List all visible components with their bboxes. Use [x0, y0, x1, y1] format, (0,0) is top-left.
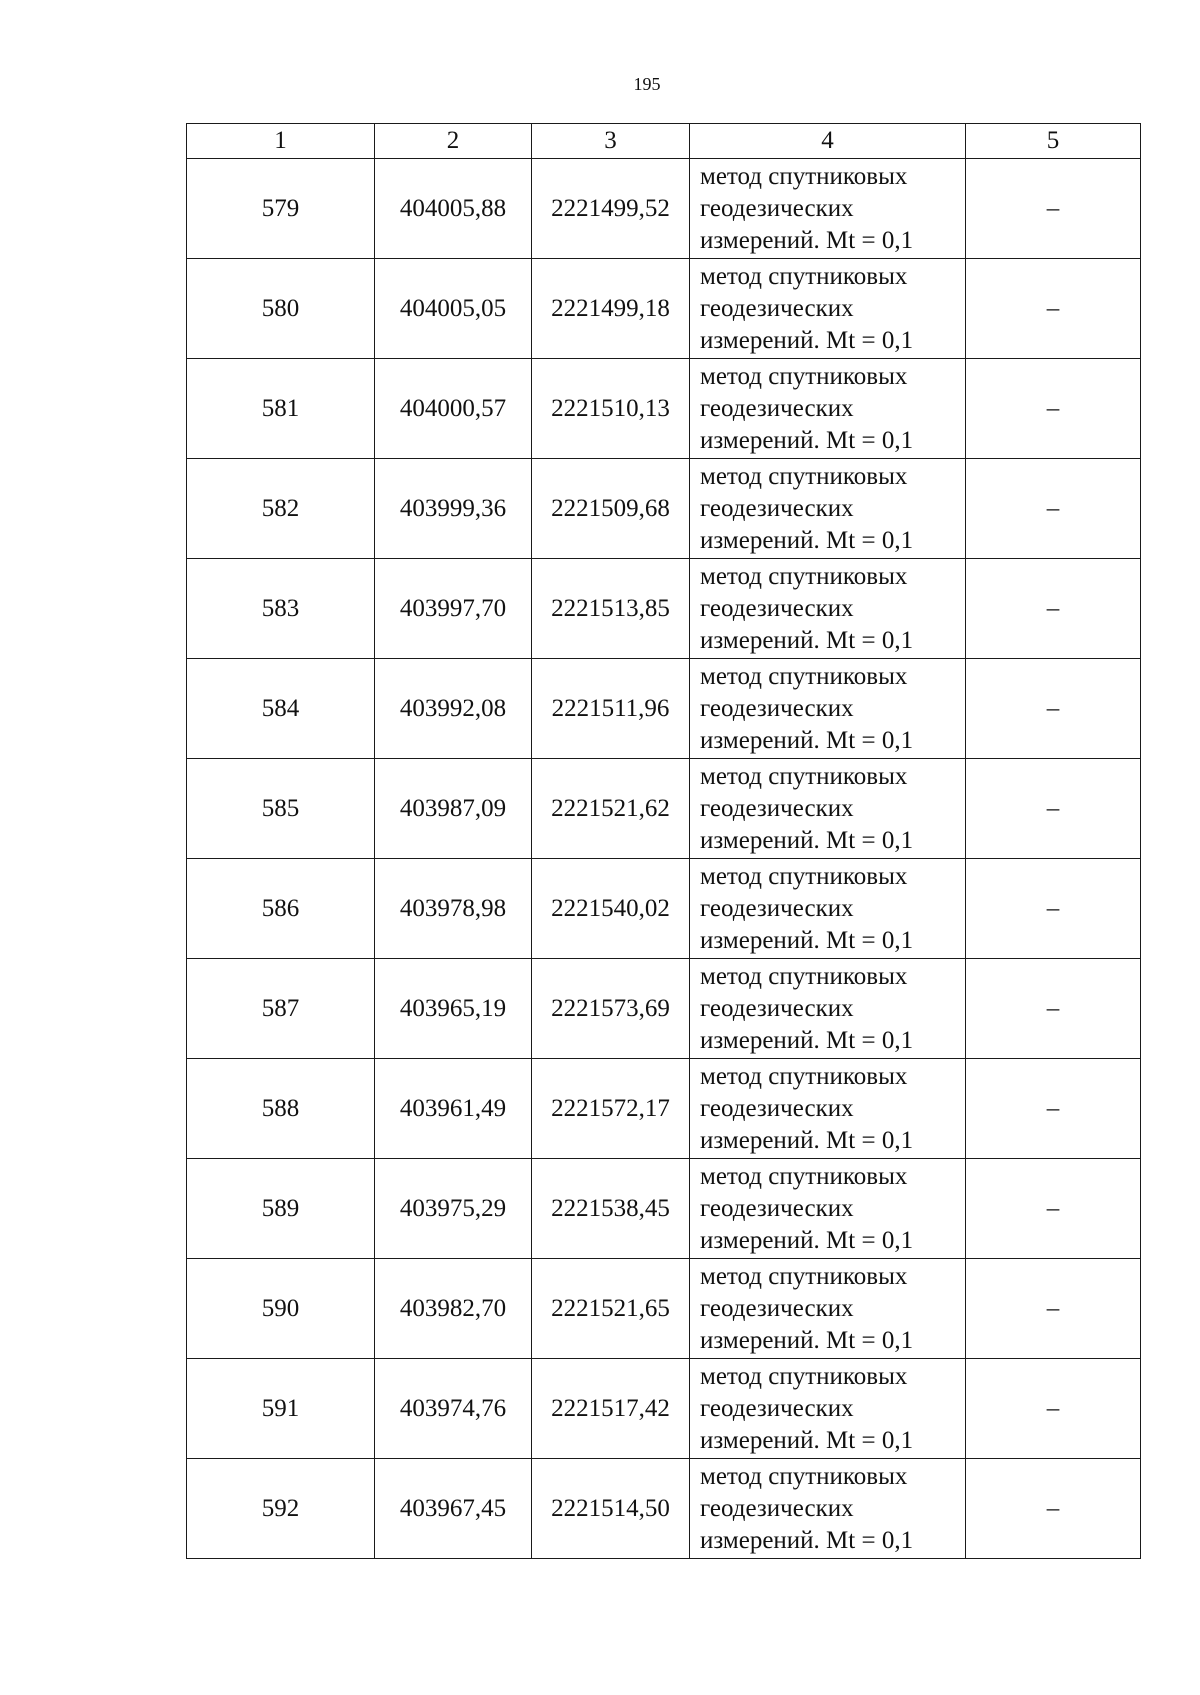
- column-header-4: 4: [690, 124, 966, 159]
- table-header-row: [187, 124, 1141, 159]
- method-line: геодезических: [700, 1294, 854, 1322]
- x-coordinate-cell: 403992,08: [375, 659, 532, 759]
- method-line: геодезических: [700, 394, 854, 422]
- method-line: метод спутниковых: [700, 1162, 908, 1190]
- table-row: [187, 759, 1141, 859]
- method-line: метод спутниковых: [700, 362, 908, 390]
- point-number-cell: 583: [187, 559, 375, 659]
- method-line: геодезических: [700, 594, 854, 622]
- column-5-cell: –: [966, 559, 1141, 659]
- method-line: измерений. Mt = 0,1: [700, 1026, 914, 1054]
- y-coordinate-cell: 2221514,50: [532, 1459, 690, 1559]
- method-line: метод спутниковых: [700, 162, 908, 190]
- column-5-cell: –: [966, 759, 1141, 859]
- method-line: измерений. Mt = 0,1: [700, 1226, 914, 1254]
- table-row: [187, 159, 1141, 259]
- table-row: [187, 659, 1141, 759]
- column-5-cell: –: [966, 359, 1141, 459]
- method-line: метод спутниковых: [700, 262, 908, 290]
- method-line: геодезических: [700, 294, 854, 322]
- y-coordinate-cell: 2221538,45: [532, 1159, 690, 1259]
- column-5-cell: –: [966, 1159, 1141, 1259]
- column-header-2: 2: [375, 124, 532, 159]
- method-cell: [690, 1459, 966, 1559]
- point-number-cell: 580: [187, 259, 375, 359]
- method-line: измерений. Mt = 0,1: [700, 1526, 914, 1554]
- x-coordinate-cell: 404000,57: [375, 359, 532, 459]
- method-line: метод спутниковых: [700, 562, 908, 590]
- method-line: геодезических: [700, 1394, 854, 1422]
- point-number-cell: 582: [187, 459, 375, 559]
- table-row: [187, 1259, 1141, 1359]
- method-line: геодезических: [700, 894, 854, 922]
- column-5-cell: –: [966, 459, 1141, 559]
- point-number-cell: 592: [187, 1459, 375, 1559]
- x-coordinate-cell: 403965,19: [375, 959, 532, 1059]
- page-number: 195: [633, 74, 661, 94]
- y-coordinate-cell: 2221499,18: [532, 259, 690, 359]
- point-number-cell: 590: [187, 1259, 375, 1359]
- column-5-cell: –: [966, 659, 1141, 759]
- method-cell: [690, 359, 966, 459]
- method-line: измерений. Mt = 0,1: [700, 226, 914, 254]
- column-5-cell: –: [966, 1259, 1141, 1359]
- point-number-cell: 589: [187, 1159, 375, 1259]
- point-number-cell: 584: [187, 659, 375, 759]
- column-5-cell: –: [966, 159, 1141, 259]
- table-row: [187, 959, 1141, 1059]
- method-line: измерений. Mt = 0,1: [700, 526, 914, 554]
- table-row: [187, 1459, 1141, 1559]
- method-line: измерений. Mt = 0,1: [700, 926, 914, 954]
- table-row: [187, 559, 1141, 659]
- method-cell: [690, 1159, 966, 1259]
- y-coordinate-cell: 2221573,69: [532, 959, 690, 1059]
- column-5-cell: –: [966, 259, 1141, 359]
- method-cell: [690, 959, 966, 1059]
- method-line: геодезических: [700, 1094, 854, 1122]
- y-coordinate-cell: 2221499,52: [532, 159, 690, 259]
- method-cell: [690, 659, 966, 759]
- method-line: геодезических: [700, 994, 854, 1022]
- point-number-cell: 586: [187, 859, 375, 959]
- table-body: [187, 159, 1141, 1559]
- method-cell: [690, 559, 966, 659]
- x-coordinate-cell: 403997,70: [375, 559, 532, 659]
- table-row: [187, 359, 1141, 459]
- x-coordinate-cell: 403987,09: [375, 759, 532, 859]
- method-line: метод спутниковых: [700, 462, 908, 490]
- y-coordinate-cell: 2221513,85: [532, 559, 690, 659]
- y-coordinate-cell: 2221517,42: [532, 1359, 690, 1459]
- method-line: метод спутниковых: [700, 1262, 908, 1290]
- method-line: измерений. Mt = 0,1: [700, 1426, 914, 1454]
- column-5-cell: –: [966, 959, 1141, 1059]
- method-line: метод спутниковых: [700, 1062, 908, 1090]
- y-coordinate-cell: 2221572,17: [532, 1059, 690, 1159]
- table-row: [187, 459, 1141, 559]
- method-line: метод спутниковых: [700, 662, 908, 690]
- point-number-cell: 585: [187, 759, 375, 859]
- method-line: измерений. Mt = 0,1: [700, 1126, 914, 1154]
- method-line: метод спутниковых: [700, 862, 908, 890]
- column-5-cell: –: [966, 1359, 1141, 1459]
- table-row: [187, 859, 1141, 959]
- method-line: геодезических: [700, 494, 854, 522]
- table-row: [187, 1359, 1141, 1459]
- column-5-cell: –: [966, 859, 1141, 959]
- point-number-cell: 581: [187, 359, 375, 459]
- method-line: измерений. Mt = 0,1: [700, 826, 914, 854]
- method-cell: [690, 459, 966, 559]
- column-5-cell: –: [966, 1459, 1141, 1559]
- method-line: метод спутниковых: [700, 962, 908, 990]
- method-line: измерений. Mt = 0,1: [700, 626, 914, 654]
- method-line: измерений. Mt = 0,1: [700, 726, 914, 754]
- table-row: [187, 259, 1141, 359]
- method-line: геодезических: [700, 194, 854, 222]
- point-number-cell: 591: [187, 1359, 375, 1459]
- point-number-cell: 588: [187, 1059, 375, 1159]
- coordinates-table: [186, 123, 1141, 1559]
- table-row: [187, 1159, 1141, 1259]
- method-line: геодезических: [700, 1494, 854, 1522]
- method-line: измерений. Mt = 0,1: [700, 326, 914, 354]
- method-cell: [690, 1359, 966, 1459]
- method-line: измерений. Mt = 0,1: [700, 1326, 914, 1354]
- x-coordinate-cell: 403999,36: [375, 459, 532, 559]
- x-coordinate-cell: 404005,05: [375, 259, 532, 359]
- method-line: геодезических: [700, 794, 854, 822]
- y-coordinate-cell: 2221509,68: [532, 459, 690, 559]
- method-line: метод спутниковых: [700, 762, 908, 790]
- column-header-3: 3: [532, 124, 690, 159]
- y-coordinate-cell: 2221511,96: [532, 659, 690, 759]
- method-line: метод спутниковых: [700, 1362, 908, 1390]
- column-5-cell: –: [966, 1059, 1141, 1159]
- method-cell: [690, 1259, 966, 1359]
- point-number-cell: 587: [187, 959, 375, 1059]
- method-cell: [690, 159, 966, 259]
- y-coordinate-cell: 2221521,65: [532, 1259, 690, 1359]
- point-number-cell: 579: [187, 159, 375, 259]
- x-coordinate-cell: 403982,70: [375, 1259, 532, 1359]
- column-header-1: 1: [187, 124, 375, 159]
- y-coordinate-cell: 2221521,62: [532, 759, 690, 859]
- method-line: метод спутниковых: [700, 1462, 908, 1490]
- table-row: [187, 1059, 1141, 1159]
- x-coordinate-cell: 403975,29: [375, 1159, 532, 1259]
- y-coordinate-cell: 2221540,02: [532, 859, 690, 959]
- method-cell: [690, 259, 966, 359]
- x-coordinate-cell: 403967,45: [375, 1459, 532, 1559]
- method-line: геодезических: [700, 694, 854, 722]
- column-header-5: 5: [966, 124, 1141, 159]
- method-line: геодезических: [700, 1194, 854, 1222]
- method-cell: [690, 859, 966, 959]
- x-coordinate-cell: 403978,98: [375, 859, 532, 959]
- method-cell: [690, 759, 966, 859]
- x-coordinate-cell: 403974,76: [375, 1359, 532, 1459]
- x-coordinate-cell: 404005,88: [375, 159, 532, 259]
- method-line: измерений. Mt = 0,1: [700, 426, 914, 454]
- method-cell: [690, 1059, 966, 1159]
- x-coordinate-cell: 403961,49: [375, 1059, 532, 1159]
- y-coordinate-cell: 2221510,13: [532, 359, 690, 459]
